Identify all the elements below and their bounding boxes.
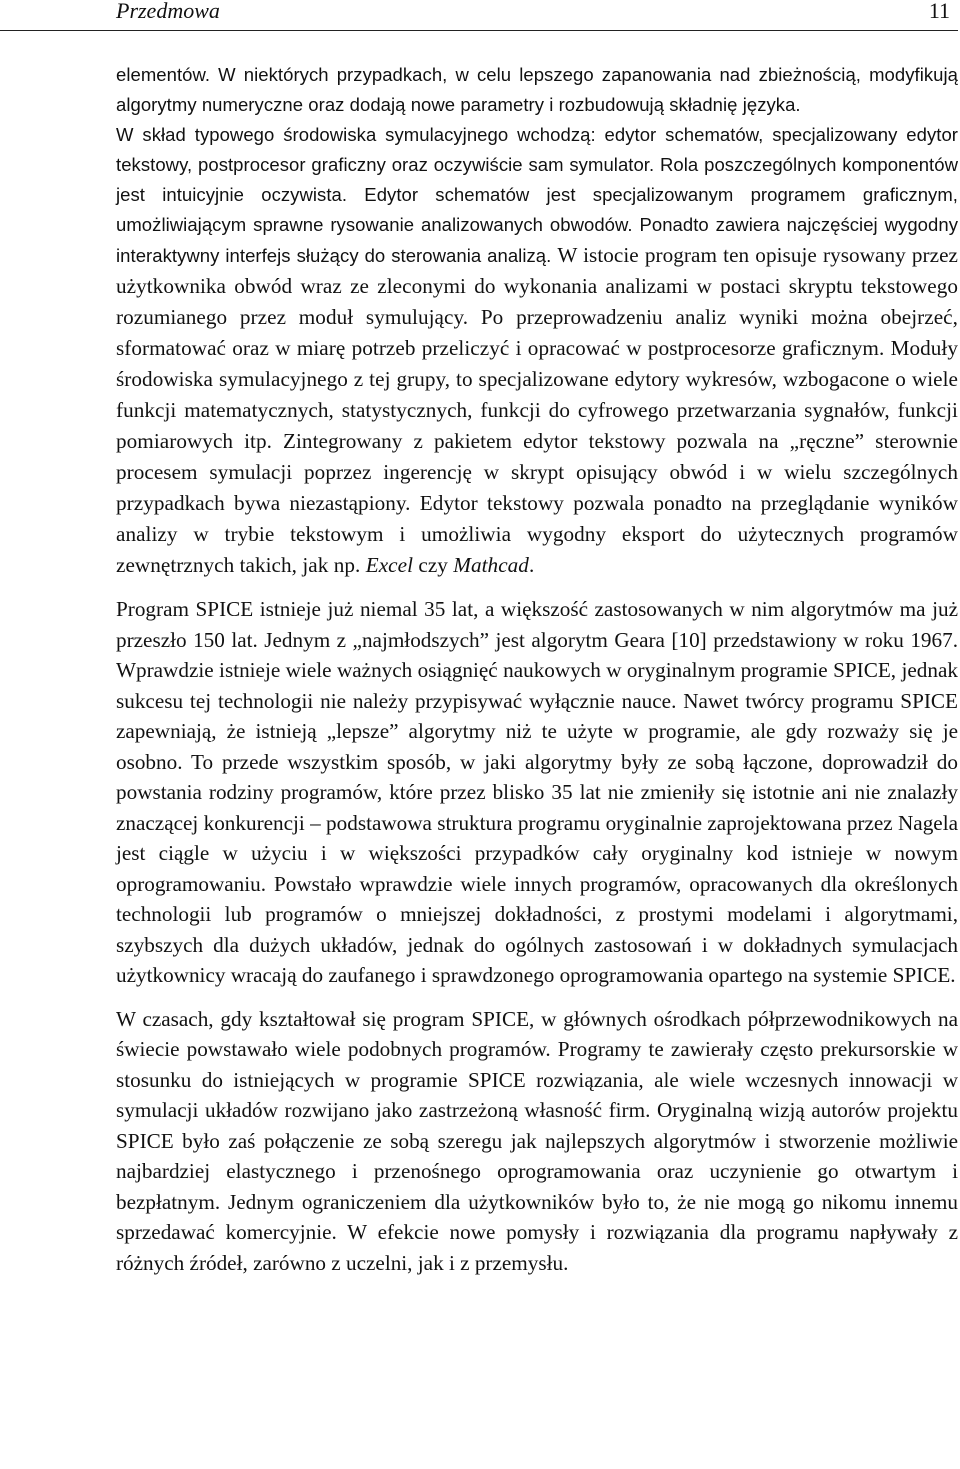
paragraph-1 [116, 60, 958, 120]
chapter-title: Przedmowa [116, 0, 220, 23]
paragraph-2 [116, 120, 958, 581]
text-run: Program SPICE istnieje już niemal 35 lat, a większość zastosowanych w nim algorytmów ma już przeszło 150 lat. Jednym z „najmłodszych” jest algorytm Geara [10] przedstawiony w roku 1967. Wprawdzie istnieje wiele ważnych osiągnięć naukowych w oryginalnym programie SPICE, jednak sukcesu tej technologii nie należy przypisywać wyłącznie nauce. Nawet twórcy programu SPICE zapewniają, że istnieją „lepsze” algorytmy niż te użyte w programie, ale gdy rozważy się je osobno. To przede wszystkim sposób, w jaki algorytmy były ze sobą łączone, doprowadził do powstania rodziny programów, które przez blisko 35 lat nie zmieniły się istotnie ani nie znalazły znaczącej konkurencji – podstawowa struktura programu oryginalnie zaprojektowana przez Nagela jest ciągle w użyciu i w większości przypadków cały oryginalny kod istnieje w nowym oprogramowaniu. Powstało wprawdzie wiele innych programów, opracowanych dla określonych technologii lub programów o mniejszej dokładności, z prostymi modelami i algorytmami, szybszych dla dużych układów, jednak do ogólnych zastosowań i w dokładnych symulacjach użytkownicy wracają do zaufanego i sprawdzonego oprogramowania opartego na systemie SPICE. [116, 597, 958, 987]
text-run: W skład typowego środowiska symulacyjnego wchodzą: edytor schematów, specjalizowany edytor tekstowy, postprocesor graficzny oraz oczywiście sam symulator. Rola poszczególnych komponentów jest intuicyjnie oczywista. Edytor schematów jest specjalizowanym programem graficznym, umożliwiającym sprawne rysowanie analizowanych obwodów. Ponadto zawiera najczęściej wygodny interaktywny interfejs służący do sterowania analizą. [116, 124, 958, 266]
paragraph-spacer [116, 991, 958, 1004]
text-run: czy [413, 553, 454, 577]
paragraph-3 [116, 594, 958, 991]
text-run: W czasach, gdy kształtował się program SPICE, w głównych ośrodkach półprzewodnikowych na świecie powstawało wiele podobnych programów. Programy te zawierały często prekursorskie w stosunku do istniejących w programie SPICE rozwiązania, ale wiele wczesnych innowacji w symulacji układów rozwijano jako zastrzeżoną własność firm. Oryginalną wizją autorów projektu SPICE było zaś połączenie ze sobą szeregu jak najlepszych algorytmów i stworzenie możliwie najbardziej elastycznego i przenośnego oprogramowania oraz uczynienie go otwartym i bezpłatnym. Jednym ograniczeniem dla użytkowników było to, że nie mogą go nikomu innemu sprzedawać komercyjnie. W efekcie nowe pomysły i rozwiązania dla programu napływały z różnych źródeł, zarówno z uczelni, jak i z przemysłu. [116, 1006, 958, 1275]
paragraph-4 [116, 1004, 958, 1279]
software-name: Excel [365, 553, 414, 577]
paragraph-spacer [116, 581, 958, 594]
body-text [116, 60, 958, 1278]
page-number: 11 [928, 0, 950, 23]
text-run: elementów. W niektórych przypadkach, w celu lepszego zapanowania nad zbieżnością, modyfikują algorytmy numeryczne oraz dodają nowe parametry i rozbudowują składnię języka. [116, 64, 958, 115]
text-run: . [528, 553, 535, 577]
text-run: W istocie program ten opisuje rysowany przez użytkownika obwód wraz ze zleconymi do wykonania analizami w postaci skryptu tekstowego rozumianego przez moduł symulujący. Po przeprowadzeniu analiz wyniki można obejrzeć, sformatować oraz w miarę potrzeb przeliczyć i opracować w postprocesorze graficznym. Moduły środowiska symulacyjnego z tej grupy, to specjalizowane edytory wykresów, wzbogacone o wiele funkcji matematycznych, statystycznych, funkcji do cyfrowego przetwarzania sygnałów, funkcji pomiarowych itp. Zintegrowany z pakietem edytor tekstowy pozwala na „ręczne” sterownie procesem symulacji poprzez ingerencję w skrypt opisujący obwód i w wielu szczególnych przypadkach bywa niezastąpiony. Edytor tekstowy pozwala ponadto na przeglądanie wyników analizy w trybie tekstowym i umożliwia wygodny eksport do użytecznych programów zewnętrznych takich, jak np. [116, 243, 958, 577]
running-header [0, 0, 958, 31]
software-name: Mathcad [453, 553, 529, 577]
